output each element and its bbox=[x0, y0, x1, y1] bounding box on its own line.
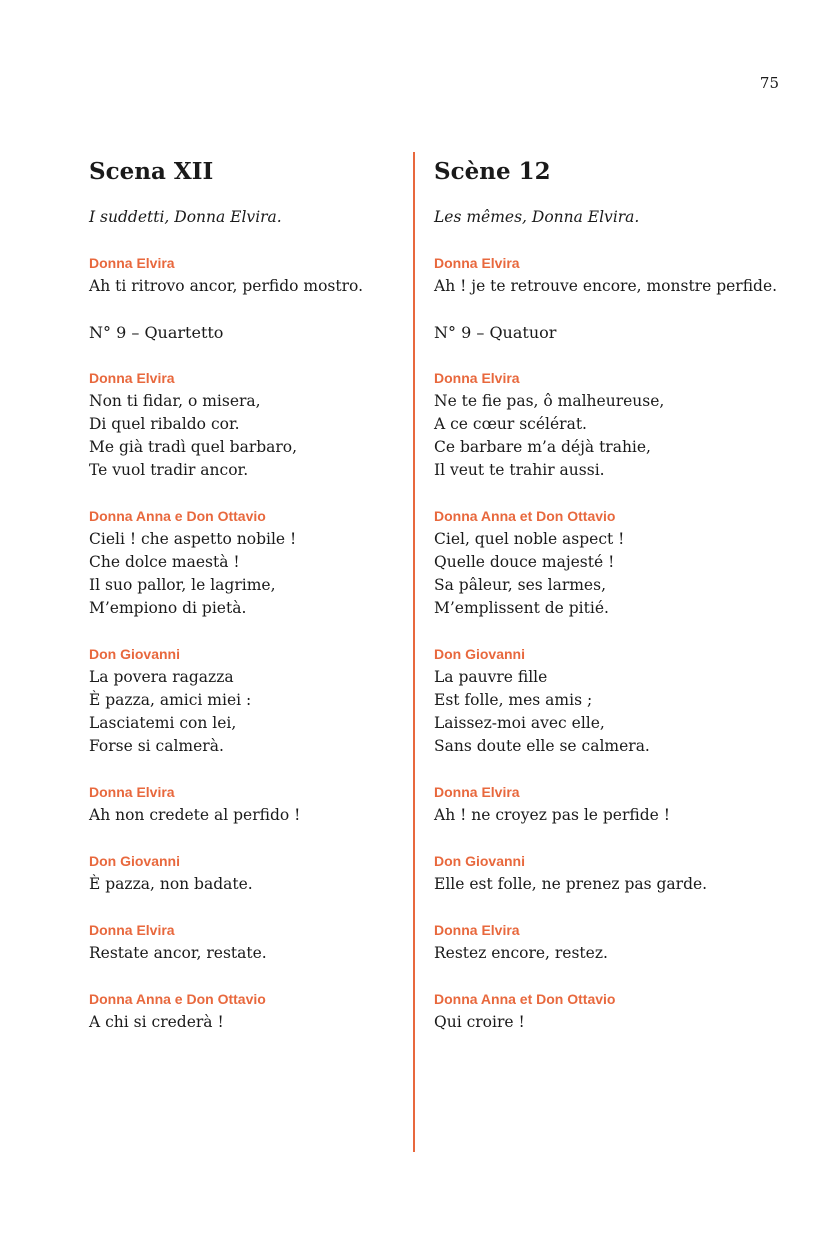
speaker-name: Donna Elvira bbox=[89, 784, 175, 800]
dialogue-block bbox=[89, 781, 389, 827]
speaker-name: Donna Elvira bbox=[434, 255, 520, 271]
speaker-name: Donna Anna et Don Ottavio bbox=[434, 508, 616, 524]
verse-line: Sa pâleur, ses larmes, bbox=[434, 576, 606, 594]
verse-line: Te vuol tradir ancor. bbox=[89, 461, 249, 479]
stage-direction: I suddetti, Donna Elvira. bbox=[89, 208, 282, 226]
musical-number-title: N° 9 – Quartetto bbox=[89, 323, 224, 342]
scene-title: Scena XII bbox=[89, 158, 214, 185]
verse-line: Ce barbare m’a déjà trahie, bbox=[434, 438, 651, 456]
speaker-name: Donna Elvira bbox=[434, 922, 520, 938]
speaker-name: Donna Elvira bbox=[89, 922, 175, 938]
dialogue-block bbox=[434, 505, 794, 620]
verse-line: Ah ! je te retrouve encore, monstre perfide. bbox=[434, 277, 778, 295]
dialogue-block bbox=[434, 367, 794, 482]
verse-line: Ah ti ritrovo ancor, perfido mostro. bbox=[89, 277, 363, 295]
verse-line: Lasciatemi con lei, bbox=[89, 714, 237, 732]
verse-line: Cieli ! che aspetto nobile ! bbox=[89, 530, 297, 548]
dialogue-block bbox=[434, 252, 794, 298]
italian-column bbox=[89, 156, 389, 1057]
dialogue-block bbox=[434, 850, 794, 896]
dialogue-block bbox=[89, 252, 389, 298]
speaker-name: Don Giovanni bbox=[89, 646, 180, 662]
verse-line: È pazza, amici miei : bbox=[89, 691, 252, 709]
verse-line: Non ti fidar, o misera, bbox=[89, 392, 261, 410]
dialogue-block bbox=[89, 505, 389, 620]
speaker-name: Donna Anna e Don Ottavio bbox=[89, 508, 266, 524]
verse-line: M’empiono di pietà. bbox=[89, 599, 247, 617]
verse-line: È pazza, non badate. bbox=[89, 875, 253, 893]
speaker-name: Donna Elvira bbox=[434, 784, 520, 800]
stage-direction: Les mêmes, Donna Elvira. bbox=[434, 208, 640, 226]
dialogue-block bbox=[434, 919, 794, 965]
musical-number-title: N° 9 – Quatuor bbox=[434, 323, 557, 342]
verse-line: Di quel ribaldo cor. bbox=[89, 415, 240, 433]
verse-line: Ah non credete al perfido ! bbox=[89, 806, 301, 824]
speaker-name: Donna Anna e Don Ottavio bbox=[89, 991, 266, 1007]
verse-line: Ne te fie pas, ô malheureuse, bbox=[434, 392, 665, 410]
verse-line: A chi si crederà ! bbox=[89, 1013, 224, 1031]
speaker-name: Donna Elvira bbox=[434, 370, 520, 386]
verse-line: M’emplissent de pitié. bbox=[434, 599, 609, 617]
verse-line: A ce cœur scélérat. bbox=[434, 415, 587, 433]
verse-line: Restate ancor, restate. bbox=[89, 944, 267, 962]
speaker-name: Don Giovanni bbox=[434, 853, 525, 869]
french-column bbox=[434, 156, 794, 1057]
dialogue-block bbox=[89, 988, 389, 1034]
dialogue-block bbox=[89, 850, 389, 896]
dialogue-block bbox=[434, 643, 794, 758]
dialogue-block bbox=[434, 988, 794, 1034]
verse-line: Forse si calmerà. bbox=[89, 737, 224, 755]
speaker-name: Donna Elvira bbox=[89, 255, 175, 271]
speaker-name: Don Giovanni bbox=[434, 646, 525, 662]
verse-line: Ciel, quel noble aspect ! bbox=[434, 530, 625, 548]
speaker-name: Donna Elvira bbox=[89, 370, 175, 386]
verse-line: Restez encore, restez. bbox=[434, 944, 608, 962]
speaker-name: Don Giovanni bbox=[89, 853, 180, 869]
dialogue-block bbox=[89, 919, 389, 965]
dialogue-block bbox=[89, 643, 389, 758]
page-number: 75 bbox=[759, 74, 779, 92]
verse-line: Elle est folle, ne prenez pas garde. bbox=[434, 875, 708, 893]
verse-line: Sans doute elle se calmera. bbox=[434, 737, 650, 755]
verse-line: La pauvre fille bbox=[434, 668, 548, 686]
verse-line: Me già tradì quel barbaro, bbox=[89, 438, 298, 456]
verse-line: Il veut te trahir aussi. bbox=[434, 461, 605, 479]
verse-line: Che dolce maestà ! bbox=[89, 553, 240, 571]
column-divider bbox=[413, 152, 415, 1152]
verse-line: La povera ragazza bbox=[89, 668, 234, 686]
dialogue-block bbox=[89, 367, 389, 482]
verse-line: Ah ! ne croyez pas le perfide ! bbox=[434, 806, 670, 824]
verse-line: Laissez-moi avec elle, bbox=[434, 714, 605, 732]
verse-line: Quelle douce majesté ! bbox=[434, 553, 615, 571]
dialogue-block bbox=[434, 781, 794, 827]
scene-title: Scène 12 bbox=[434, 158, 551, 185]
verse-line: Il suo pallor, le lagrime, bbox=[89, 576, 276, 594]
verse-line: Est folle, mes amis ; bbox=[434, 691, 593, 709]
verse-line: Qui croire ! bbox=[434, 1013, 525, 1031]
speaker-name: Donna Anna et Don Ottavio bbox=[434, 991, 616, 1007]
